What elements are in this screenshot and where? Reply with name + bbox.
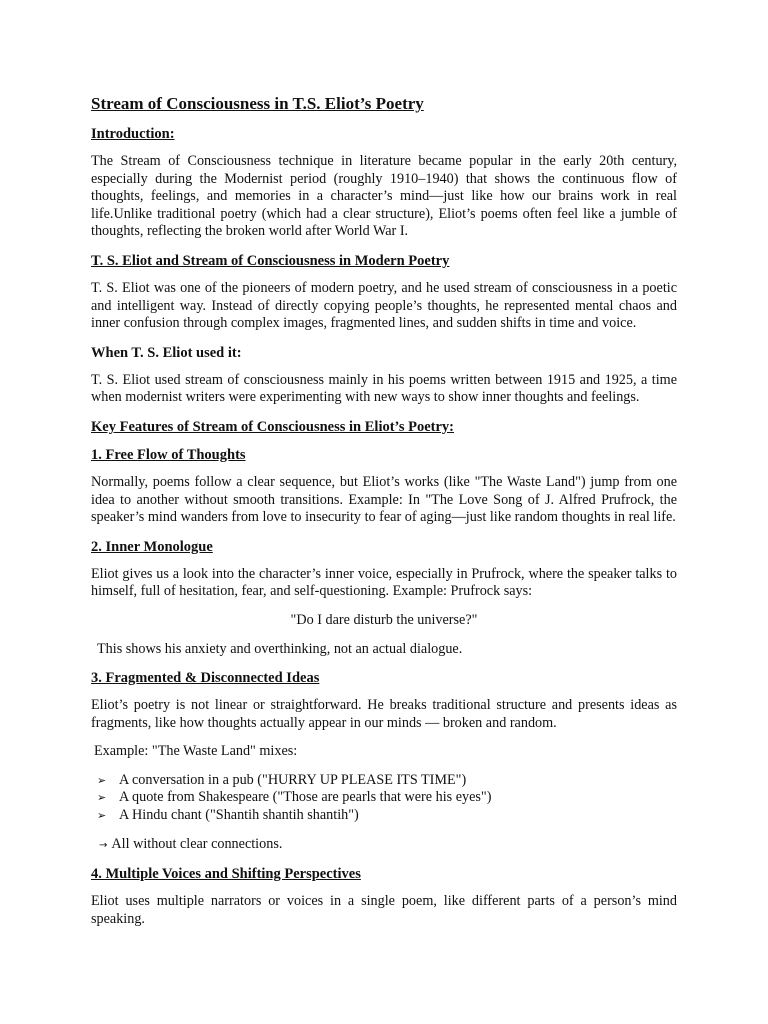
- feature2-heading: 2. Inner Monologue: [91, 538, 213, 555]
- prufrock-quote: "Do I dare disturb the universe?": [290, 611, 478, 628]
- arrowhead-bullet-icon: ➢: [97, 809, 107, 823]
- modern-poetry-paragraph: T. S. Eliot was one of the pioneers of modern poetry, and he used stream of consciousness in a poetic and intelligent way. Instead of directly copying people’s thoughts, he represented mental chaos and inner confusion through complex images, fragmented lines, and sudden shifts in time and voice.: [91, 279, 677, 332]
- intro-heading: Introduction:: [91, 126, 175, 142]
- document-title: Stream of Consciousness in T.S. Eliot’s Poetry: [91, 94, 424, 113]
- list-item: [91, 807, 677, 825]
- list-item-text: A Hindu chant ("Shantih shantih shantih"): [119, 807, 359, 824]
- list-item-text: A conversation in a pub ("HURRY UP PLEASE ITS TIME"): [119, 771, 467, 788]
- feature3-paragraph: Eliot’s poetry is not linear or straightforward. He breaks traditional structure and presents ideas as fragments, like how thoughts actually appear in our minds — broken and random.: [91, 697, 677, 731]
- feature4-heading: 4. Multiple Voices and Shifting Perspectives: [91, 866, 361, 883]
- list-item: [91, 772, 677, 790]
- waste-land-bullet-list: [91, 772, 677, 825]
- when-used-paragraph: T. S. Eliot used stream of consciousness mainly in his poems written between 1915 and 1925, a time when modernist writers were experimenting with new ways to show inner thoughts and feelings.: [91, 371, 677, 406]
- right-arrow-icon: →: [99, 839, 108, 851]
- feature1-paragraph: Normally, poems follow a clear sequence, but Eliot’s works (like "The Waste Land") jump from one idea to another without smooth transitions. Example: In "The Love Song of J. Alfred Prufrock, the speaker’s mind wanders from love to insecurity to fear of aging—just like random thoughts in real life.: [91, 473, 677, 526]
- intro-paragraph: The Stream of Consciousness technique in literature became popular in the early 20th century, especially during the Modernist period (roughly 1910–1940) that shows the continuous flow of thoughts, feelings, and memories in a character’s mind—just like how our brains work in real life.Unlike traditional poetry (which had a clear structure), Eliot’s poems often feel like a jumble of thoughts, reflecting the broken world after World War I.: [91, 153, 677, 240]
- conclusion-text: All without clear connections.: [111, 835, 283, 852]
- arrowhead-bullet-icon: ➢: [97, 773, 107, 787]
- arrowhead-bullet-icon: ➢: [97, 791, 107, 805]
- list-item-text: A quote from Shakespeare ("Those are pearls that were his eyes"): [119, 789, 492, 806]
- feature1-heading: 1. Free Flow of Thoughts: [91, 446, 246, 463]
- list-item: [91, 789, 677, 807]
- feature2-paragraph: Eliot gives us a look into the character’s inner voice, especially in Prufrock, where the speaker talks to himself, full of hesitation, fear, and self-questioning. Example: Prufrock says:: [91, 565, 677, 600]
- modern-poetry-heading: T. S. Eliot and Stream of Consciousness in Modern Poetry: [91, 252, 450, 269]
- key-features-heading: Key Features of Stream of Consciousness in Eliot’s Poetry:: [91, 418, 454, 435]
- feature3-example: Example: "The Waste Land" mixes:: [94, 743, 298, 760]
- feature3-conclusion: [91, 836, 677, 855]
- document-page: [91, 93, 677, 939]
- feature3-heading: 3. Fragmented & Disconnected Ideas: [91, 670, 320, 687]
- when-used-heading: When T. S. Eliot used it:: [91, 344, 242, 361]
- feature4-paragraph: Eliot uses multiple narrators or voices in a single poem, like different parts of a person’s mind speaking.: [91, 893, 677, 927]
- feature2-after-text: This shows his anxiety and overthinking, not an actual dialogue.: [97, 640, 463, 657]
